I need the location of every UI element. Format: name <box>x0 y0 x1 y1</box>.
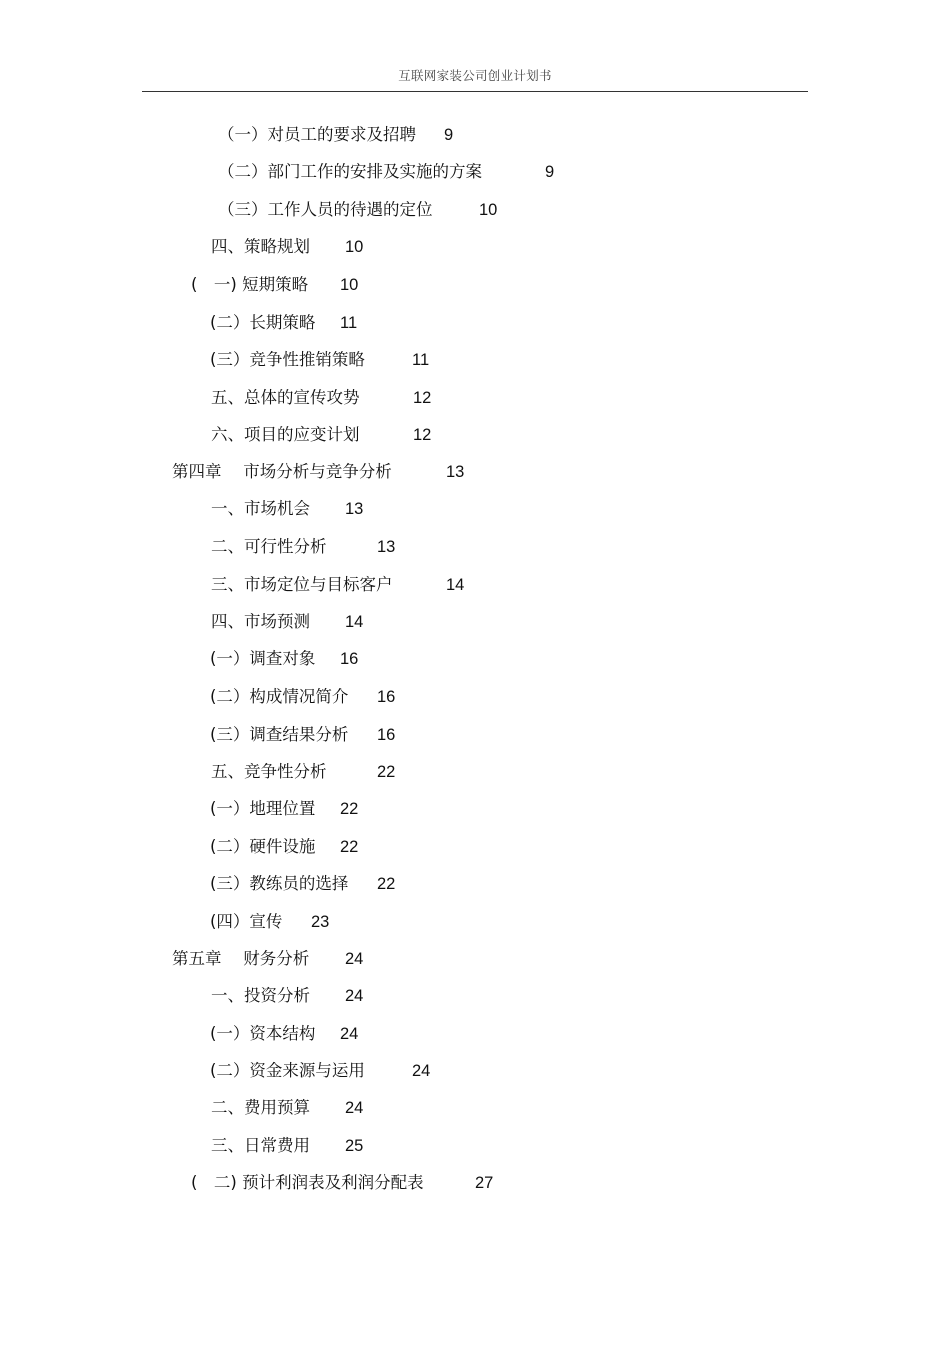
toc-entry-title: (三）调查结果分析 <box>210 725 349 744</box>
toc-entry-title: (二）构成情况简介 <box>210 687 349 706</box>
toc-entry-title: 第四章 市场分析与竞争分析 <box>172 462 392 481</box>
toc-entry-title: (一）地理位置 <box>210 799 316 818</box>
toc-entry-page: 11 <box>340 314 358 332</box>
toc-entry-page: 24 <box>412 1062 431 1080</box>
toc-entry-page: 12 <box>413 389 432 407</box>
toc-entry-page: 13 <box>345 500 364 518</box>
toc-entry-title: 六、项目的应变计划 <box>211 425 360 444</box>
toc-entry-title: 三、日常费用 <box>211 1136 310 1155</box>
toc-entry-page: 14 <box>446 576 465 594</box>
document-title: 互联网家装公司创业计划书 <box>398 68 552 83</box>
toc-entry-title: 四、策略规划 <box>211 237 310 256</box>
toc-entry-title: 二、费用预算 <box>211 1098 310 1117</box>
toc-entry-title: (三）竞争性推销策略 <box>210 350 365 369</box>
toc-entry-page: 16 <box>377 726 396 744</box>
toc-entry-title: 五、竞争性分析 <box>211 762 327 781</box>
toc-entry-page: 22 <box>377 875 396 893</box>
toc-entry-page: 22 <box>377 763 396 781</box>
toc-entry-title: (二）硬件设施 <box>210 837 316 856</box>
toc-entry-title: (四）宣传 <box>210 912 283 931</box>
toc-entry-page: 24 <box>340 1025 359 1043</box>
toc-entry-title: ( 一) 短期策略 <box>191 275 309 294</box>
toc-entry-title: 一、市场机会 <box>211 499 310 518</box>
toc-entry-page: 10 <box>345 238 364 256</box>
toc-entry-page: 23 <box>311 913 330 931</box>
toc-entry-page: 14 <box>345 613 364 631</box>
toc-entry-title: 二、可行性分析 <box>211 537 327 556</box>
toc-entry-page: 16 <box>377 688 396 706</box>
toc-entry-page: 16 <box>340 650 359 668</box>
toc-entry-title: 四、市场预测 <box>211 612 310 631</box>
toc-entry-page: 24 <box>345 987 364 1005</box>
toc-entry-page: 10 <box>479 201 498 219</box>
page-header <box>142 66 808 92</box>
toc-entry-title: ( 二) 预计利润表及利润分配表 <box>191 1173 424 1192</box>
toc-entry-page: 12 <box>413 426 432 444</box>
toc-entry-title: (二）长期策略 <box>210 313 316 332</box>
toc-entry-title: 五、总体的宣传攻势 <box>211 388 360 407</box>
toc-entry-page: 24 <box>345 950 364 968</box>
toc-entry-page: 24 <box>345 1099 364 1117</box>
toc-entry-title: (一）调查对象 <box>210 649 316 668</box>
toc-entry-page: 27 <box>475 1174 494 1192</box>
toc-entry-page: 9 <box>545 163 555 181</box>
toc-entry-title: 三、市场定位与目标客户 <box>211 575 393 594</box>
toc-entry-page: 11 <box>412 351 430 369</box>
toc-entry-title: （一）对员工的要求及招聘 <box>218 125 416 144</box>
toc-entry-title: 第五章 财务分析 <box>172 949 310 968</box>
toc-entry-page: 22 <box>340 800 359 818</box>
toc-entry-page: 10 <box>340 276 359 294</box>
toc-entry-title: (一）资本结构 <box>210 1024 316 1043</box>
toc-entry-title: (三）教练员的选择 <box>210 874 349 893</box>
toc-entry-page: 13 <box>446 463 465 481</box>
toc-entry-page: 22 <box>340 838 359 856</box>
toc-entry-page: 9 <box>444 126 454 144</box>
toc-entry-title: （二）部门工作的安排及实施的方案 <box>218 162 482 181</box>
toc-entry-title: (二）资金来源与运用 <box>210 1061 365 1080</box>
toc-entry-page: 25 <box>345 1137 364 1155</box>
toc-entry-page: 13 <box>377 538 396 556</box>
toc-entry-title: 一、投资分析 <box>211 986 310 1005</box>
toc-entry-title: （三）工作人员的待遇的定位 <box>218 200 433 219</box>
